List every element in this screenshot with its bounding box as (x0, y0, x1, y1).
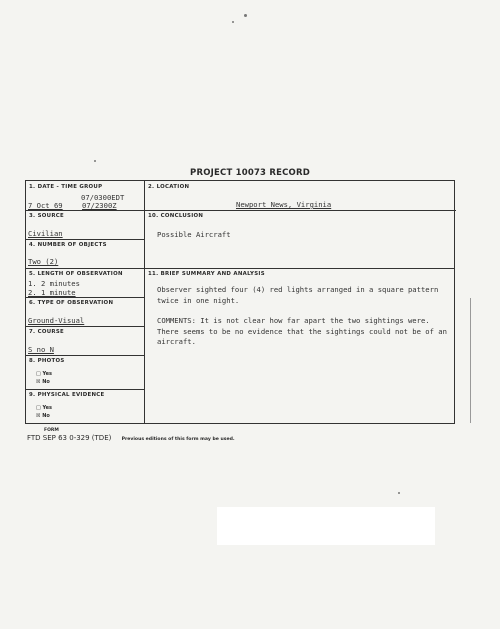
summary-label: 11. BRIEF SUMMARY AND ANALYSIS (148, 271, 265, 277)
row-divider (26, 239, 144, 240)
record-title: PROJECT 10073 RECORD (190, 168, 310, 178)
date-value: 7 Oct 69 (28, 201, 63, 210)
source-value: Civilian (28, 229, 63, 238)
date-time-local: 07/0300EDT (81, 193, 125, 202)
row-divider (26, 268, 454, 269)
summary-paragraph: Observer sighted four (4) red lights arranged in a square pattern twice in one night. (157, 285, 439, 305)
course-label: 7. COURSE (29, 329, 65, 335)
photos-yes-checkbox: □ Yes (36, 371, 52, 377)
physical-evidence-yes-checkbox: □ Yes (36, 405, 52, 411)
number-of-objects-label: 4. NUMBER OF OBJECTS (29, 242, 107, 248)
redaction-box (217, 507, 435, 545)
number-of-objects-value: Two (2) (28, 257, 59, 266)
conclusion-value: Possible Aircraft (157, 230, 231, 239)
scan-speck (244, 14, 247, 17)
photos-no-checkbox: ☒ No (36, 379, 50, 385)
row-divider (26, 326, 144, 327)
record-form (25, 180, 455, 424)
comments-paragraph: COMMENTS: It is not clear how far apart the two sightings were. There seems to be no evidence that the sightings could not be of an aircraft. (157, 316, 447, 346)
row-divider (26, 355, 144, 356)
row-divider (26, 297, 144, 298)
column-divider (144, 181, 145, 423)
type-of-observation-value: Ground-Visual (28, 316, 85, 325)
physical-evidence-label: 9. PHYSICAL EVIDENCE (29, 392, 105, 398)
row-divider (26, 389, 144, 390)
conclusion-label: 10. CONCLUSION (148, 213, 204, 219)
form-id: FTD SEP 63 0-329 (TDE) (27, 434, 112, 442)
time-zulu-value: 07/2300Z (82, 201, 117, 210)
location-value: Newport News, Virginia (236, 200, 332, 209)
observation-length-1: 1. 2 minutes (28, 279, 80, 288)
row-divider (26, 210, 144, 211)
edition-note: Previous editions of this form may be used. (121, 437, 235, 442)
scan-speck (398, 492, 400, 494)
physical-evidence-no-checkbox: ☒ No (36, 413, 50, 419)
location-label: 2. LOCATION (148, 184, 190, 190)
row-divider (144, 210, 456, 211)
date-time-group-label: 1. DATE - TIME GROUP (29, 184, 103, 190)
scan-speck (94, 160, 96, 162)
course-value: S no N (28, 345, 54, 354)
scan-speck (232, 21, 234, 23)
type-of-observation-label: 6. TYPE OF OBSERVATION (29, 300, 114, 306)
length-of-observation-label: 5. LENGTH OF OBSERVATION (29, 271, 123, 277)
source-label: 3. SOURCE (29, 213, 65, 219)
scan-edge-line (470, 298, 471, 423)
photos-label: 8. PHOTOS (29, 358, 65, 364)
form-footer (27, 434, 235, 442)
observation-length-2: 2. 1 minute (28, 288, 76, 297)
form-caption: FORM (44, 428, 59, 433)
